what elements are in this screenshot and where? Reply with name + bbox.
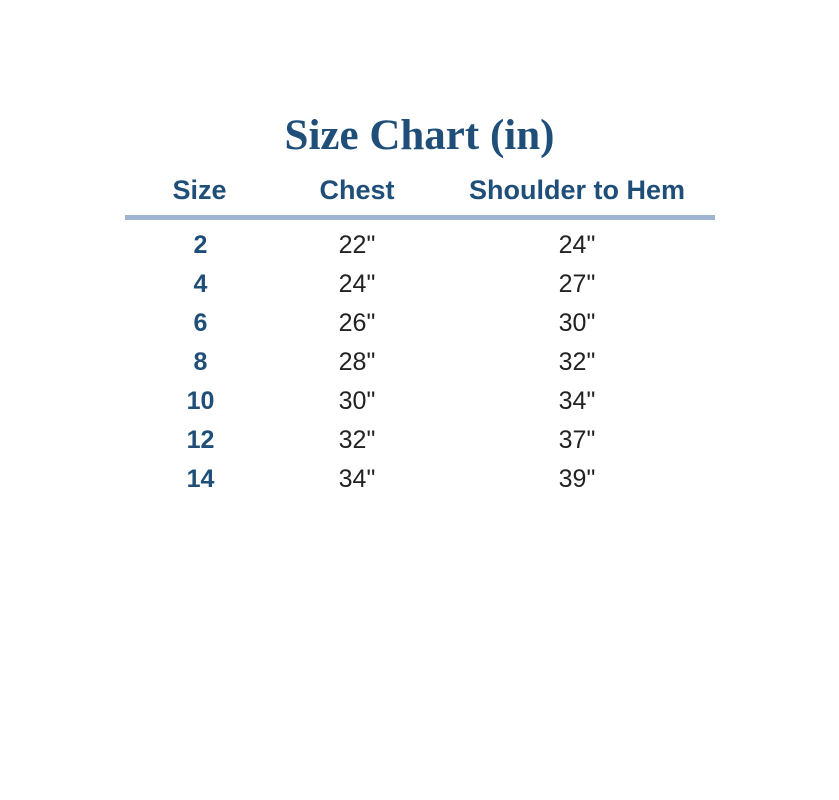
table-row bbox=[125, 304, 715, 343]
cell-shoulder-to-hem: 37" bbox=[558, 426, 596, 454]
cell-size: 14 bbox=[186, 465, 215, 493]
cell-shoulder-to-hem: 30" bbox=[558, 309, 596, 337]
cell-chest: 28" bbox=[338, 348, 376, 376]
size-chart-table bbox=[125, 175, 715, 499]
cell-chest: 26" bbox=[338, 309, 376, 337]
chart-title: Size Chart (in) bbox=[284, 112, 555, 159]
cell-shoulder-to-hem: 32" bbox=[558, 348, 596, 376]
table-row bbox=[125, 265, 715, 304]
cell-size: 6 bbox=[193, 309, 208, 337]
cell-chest: 34" bbox=[338, 465, 376, 493]
cell-size: 8 bbox=[193, 348, 208, 376]
table-row bbox=[125, 220, 715, 265]
table-row bbox=[125, 382, 715, 421]
column-header-chest: Chest bbox=[319, 175, 395, 205]
header-rule bbox=[125, 215, 715, 220]
table-row bbox=[125, 460, 715, 499]
column-header-shoulder-to-hem: Shoulder to Hem bbox=[468, 175, 685, 205]
table-row bbox=[125, 343, 715, 382]
column-header-size: Size bbox=[172, 175, 227, 205]
cell-chest: 32" bbox=[338, 426, 376, 454]
cell-size: 10 bbox=[186, 387, 215, 415]
cell-size: 12 bbox=[186, 426, 215, 454]
cell-size: 2 bbox=[193, 231, 208, 259]
cell-size: 4 bbox=[193, 270, 208, 298]
cell-chest: 22" bbox=[338, 231, 376, 259]
cell-shoulder-to-hem: 34" bbox=[558, 387, 596, 415]
cell-chest: 30" bbox=[338, 387, 376, 415]
cell-chest: 24" bbox=[338, 270, 376, 298]
cell-shoulder-to-hem: 39" bbox=[558, 465, 596, 493]
table-header bbox=[125, 175, 715, 220]
table-body bbox=[125, 220, 715, 499]
table-row bbox=[125, 421, 715, 460]
table-header-row bbox=[125, 175, 715, 214]
cell-shoulder-to-hem: 27" bbox=[558, 270, 596, 298]
cell-shoulder-to-hem: 24" bbox=[558, 231, 596, 259]
